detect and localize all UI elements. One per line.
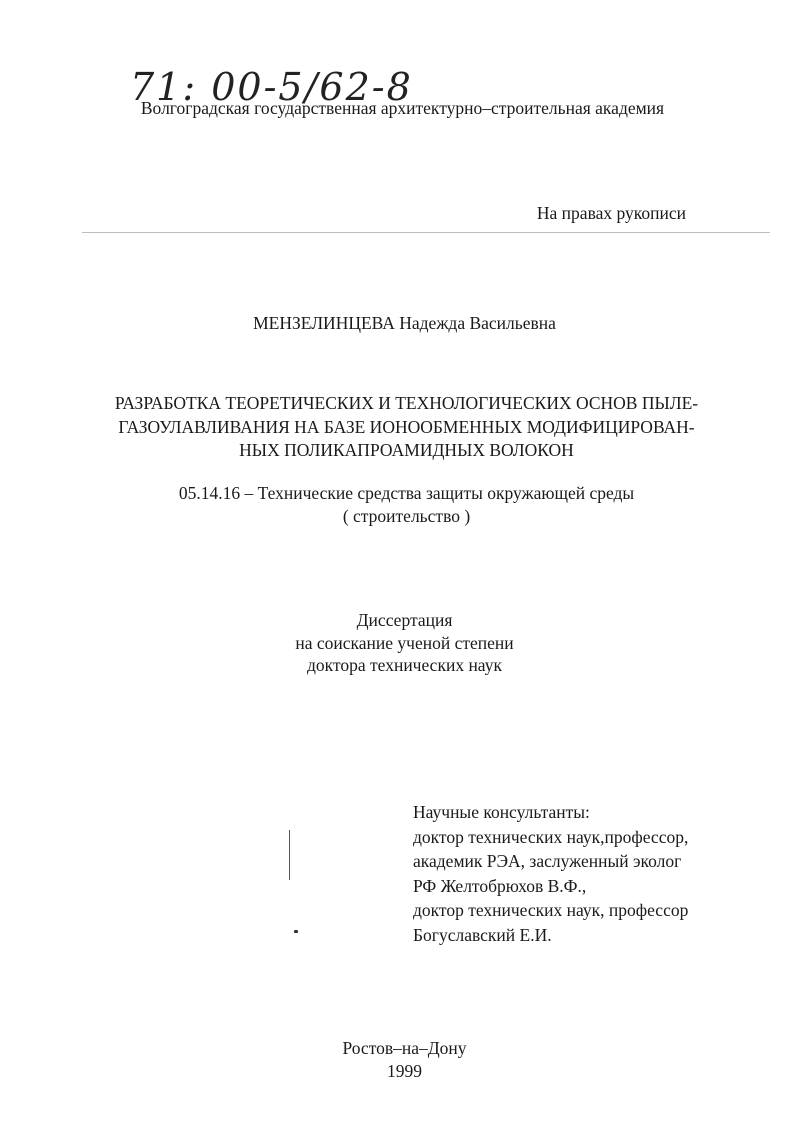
specialty-code: 05.14.16 – Технические средства защиты окружающей среды	[178, 483, 635, 503]
city-year-block	[0, 1037, 793, 1083]
consultants-heading: Научные консультанты:	[413, 802, 590, 822]
consultants-block	[413, 800, 688, 947]
city: Ростов–на–Дону	[342, 1038, 467, 1058]
institution-name: Волгоградская государственная архитектурно–строительная академия	[140, 98, 665, 118]
author-name: МЕНЗЕЛИНЦЕВА Надежда Васильевна	[253, 313, 556, 333]
consultant-line: доктор технических наук, профессор	[413, 900, 689, 920]
manuscript-note: На правах рукописи	[536, 203, 686, 223]
title-line: РАЗРАБОТКА ТЕОРЕТИЧЕСКИХ И ТЕХНОЛОГИЧЕСКИХ ОСНОВ ПЫЛЕ-	[114, 393, 699, 413]
title-line: НЫХ ПОЛИКАПРОАМИДНЫХ ВОЛОКОН	[239, 440, 574, 460]
consultant-line: академик РЭА, заслуженный эколог	[413, 851, 682, 871]
degree-line: доктора технических наук	[307, 655, 502, 675]
header-divider	[82, 232, 770, 233]
degree-line: Диссертация	[356, 610, 453, 630]
consultant-line: РФ Желтобрюхов В.Ф.,	[413, 875, 587, 896]
consultant-line: доктор технических наук,профессор,	[413, 826, 689, 847]
specialty-field: ( строительство )	[342, 506, 471, 526]
dissertation-title	[60, 392, 753, 463]
specialty-block	[60, 482, 753, 528]
title-line: ГАЗОУЛАВЛИВАНИЯ НА БАЗЕ ИОНООБМЕННЫХ МОДИФИЦИРОВАН-	[118, 416, 695, 437]
degree-line: на соискание ученой степени	[295, 632, 514, 653]
scan-mark-dot	[294, 930, 298, 933]
year: 1999	[387, 1061, 422, 1081]
scan-mark-line	[289, 830, 290, 880]
handwritten-code-text: 71: 00-5/62-8	[130, 65, 413, 109]
degree-block	[0, 609, 793, 677]
consultant-line: Богуславский Е.И.	[413, 924, 552, 945]
